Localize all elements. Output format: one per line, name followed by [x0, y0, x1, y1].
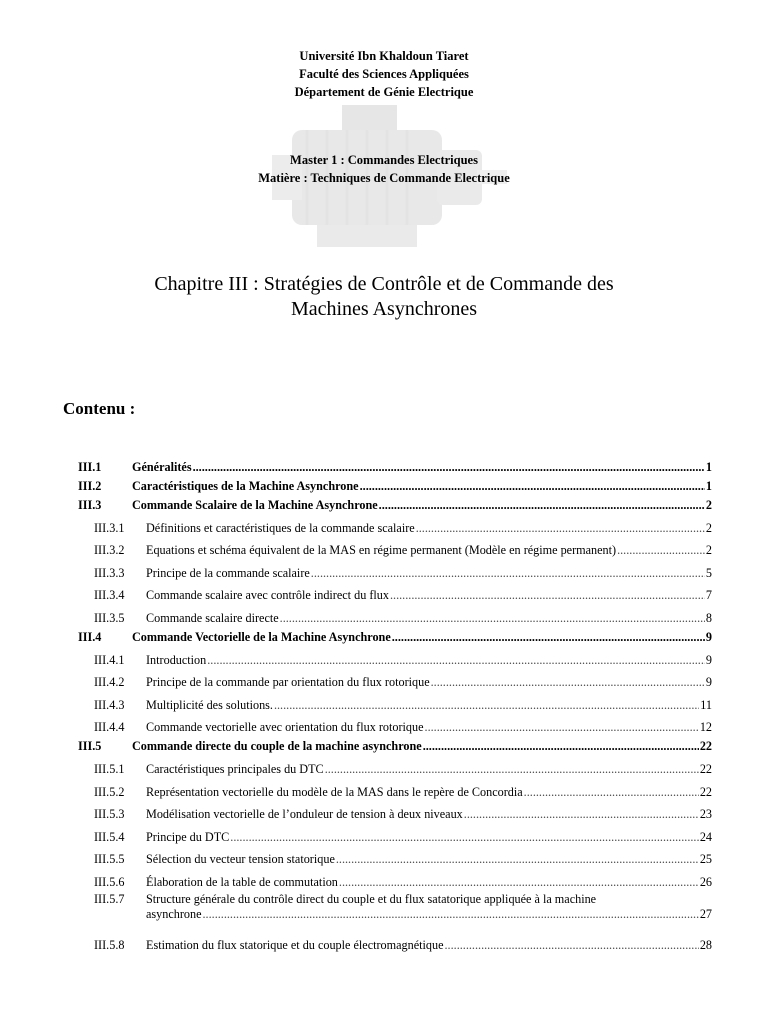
toc-number: III.5 — [78, 739, 102, 754]
faculty-name: Faculté des Sciences Appliquées — [299, 67, 469, 81]
toc-title: Equations et schéma équivalent de la MAS en régime permanent (Modèle en régime permanent) — [146, 543, 617, 558]
toc-page: 22 — [699, 761, 712, 776]
toc-subentry[interactable] — [78, 867, 712, 890]
toc-title: Principe de la commande par orientation du flux rotorique — [146, 675, 430, 690]
toc-number: III.3.5 — [94, 610, 125, 625]
dot-leader — [445, 938, 699, 953]
toc-subentry[interactable] — [78, 845, 712, 868]
dot-leader — [207, 653, 705, 668]
toc-subentry[interactable] — [78, 581, 712, 604]
toc-number: III.5.6 — [94, 874, 125, 889]
toc-subentry[interactable] — [78, 668, 712, 691]
toc-page: 11 — [700, 697, 712, 712]
toc-title: Commande Vectorielle de la Machine Asynchrone — [132, 629, 391, 644]
toc-title: Modélisation vectorielle de l’onduleur de tension à deux niveaux — [146, 807, 463, 822]
toc-title: Principe du DTC — [146, 829, 230, 844]
toc-page: 2 — [705, 543, 712, 558]
toc-subentry[interactable] — [78, 777, 712, 800]
toc-title: Commande scalaire avec contrôle indirect du flux — [146, 588, 389, 603]
toc-page: 26 — [699, 874, 712, 889]
toc-entry[interactable] — [78, 456, 712, 475]
chapter-title — [60, 272, 708, 322]
toc-page: 27 — [699, 906, 712, 921]
toc-title: Généralités — [132, 460, 192, 474]
toc-subentry[interactable] — [78, 930, 712, 953]
toc-number: III.3.2 — [94, 543, 125, 558]
toc-number: III.5.5 — [94, 852, 125, 867]
toc-page: 23 — [699, 807, 712, 822]
toc-page: 1 — [705, 479, 712, 493]
toc-title: Introduction — [146, 652, 207, 667]
dot-leader — [280, 611, 705, 626]
toc-title: Caractéristiques de la Machine Asynchrone — [132, 479, 359, 493]
toc-number: III.2 — [78, 479, 102, 493]
toc-title: Multiplicité des solutions. — [146, 697, 273, 712]
toc-entry[interactable] — [78, 735, 712, 754]
toc-number: III.4.1 — [94, 652, 125, 667]
chapter-title-line1: Chapitre III : Stratégies de Contrôle et de Commande des — [154, 273, 614, 295]
toc-page: 22 — [699, 739, 712, 754]
toc-number: III.4.4 — [94, 720, 125, 735]
toc-number: III.5.3 — [94, 807, 125, 822]
toc-page: 9 — [705, 652, 712, 667]
dot-leader — [311, 566, 705, 581]
toc-entry[interactable] — [78, 475, 712, 494]
toc-page: 9 — [705, 675, 712, 690]
dot-leader — [203, 907, 699, 922]
toc-title: Commande scalaire directe — [146, 610, 279, 625]
dot-leader — [360, 479, 705, 494]
university-name: Université Ibn Khaldoun Tiaret — [299, 49, 469, 63]
table-of-contents — [78, 456, 712, 953]
toc-entry[interactable] — [78, 626, 712, 645]
toc-number: III.5.7 — [94, 891, 125, 906]
toc-title: Commande Scalaire de la Machine Asynchrone — [132, 498, 378, 512]
dot-leader — [617, 543, 705, 558]
dot-leader — [416, 521, 705, 536]
toc-page: 5 — [705, 565, 712, 580]
toc-title: Commande vectorielle avec orientation du flux rotorique — [146, 720, 424, 735]
dot-leader — [274, 698, 699, 713]
toc-page: 2 — [705, 498, 712, 512]
toc-page: 2 — [705, 520, 712, 535]
toc-number: III.3.4 — [94, 588, 125, 603]
toc-page: 28 — [699, 937, 712, 952]
dot-leader — [230, 830, 699, 845]
toc-subentry[interactable] — [78, 754, 712, 777]
subject-name: Matière : Techniques de Commande Electrique — [258, 171, 510, 185]
toc-subentry[interactable] — [78, 645, 712, 668]
toc-title: Sélection du vecteur tension statorique — [146, 852, 335, 867]
toc-title: Structure générale du contrôle direct du couple et du flux satatorique appliquée à la machine — [146, 891, 597, 906]
document-header — [0, 47, 768, 187]
toc-subentry[interactable] — [78, 890, 712, 930]
dot-leader — [425, 720, 699, 735]
dot-leader — [423, 739, 699, 754]
toc-title: Estimation du flux statorique et du couple électromagnétique — [146, 937, 444, 952]
toc-page: 12 — [699, 720, 712, 735]
toc-number: III.5.1 — [94, 761, 125, 776]
dot-leader — [392, 630, 705, 645]
toc-number: III.5.2 — [94, 784, 125, 799]
dot-leader — [325, 762, 699, 777]
dot-leader — [339, 875, 699, 890]
master-program: Master 1 : Commandes Electriques — [290, 153, 478, 167]
toc-subentry[interactable] — [78, 800, 712, 823]
toc-page: 7 — [705, 588, 712, 603]
toc-title: Principe de la commande scalaire — [146, 565, 310, 580]
department-name: Département de Génie Electrique — [294, 85, 474, 99]
toc-title: Définitions et caractéristiques de la commande scalaire — [146, 520, 415, 535]
toc-page: 1 — [705, 460, 712, 474]
toc-subentry[interactable] — [78, 513, 712, 536]
toc-number: III.5.8 — [94, 937, 125, 952]
contents-heading: Contenu : — [63, 399, 136, 418]
toc-number: III.4 — [78, 629, 102, 644]
toc-subentry[interactable] — [78, 558, 712, 581]
toc-subentry[interactable] — [78, 603, 712, 626]
toc-number: III.3.1 — [94, 520, 125, 535]
toc-title: Représentation vectorielle du modèle de la MAS dans le repère de Concordia — [146, 784, 523, 799]
toc-title-continued: asynchrone — [146, 906, 202, 921]
toc-number: III.1 — [78, 460, 102, 474]
toc-page: 22 — [699, 784, 712, 799]
toc-subentry[interactable] — [78, 536, 712, 559]
toc-page: 25 — [699, 852, 712, 867]
toc-number: III.4.3 — [94, 697, 125, 712]
toc-number: III.3.3 — [94, 565, 125, 580]
dot-leader — [390, 588, 705, 603]
dot-leader — [193, 460, 705, 475]
toc-subentry[interactable] — [78, 690, 712, 713]
toc-entry[interactable] — [78, 494, 712, 513]
toc-subentry[interactable] — [78, 713, 712, 736]
dot-leader — [431, 675, 705, 690]
toc-title: Caractéristiques principales du DTC — [146, 761, 324, 776]
toc-page: 9 — [705, 629, 712, 644]
toc-page: 8 — [705, 610, 712, 625]
toc-page: 24 — [699, 829, 712, 844]
dot-leader — [379, 498, 705, 513]
toc-number: III.5.4 — [94, 829, 125, 844]
toc-title: Élaboration de la table de commutation — [146, 874, 338, 889]
toc-number: III.4.2 — [94, 675, 125, 690]
dot-leader — [464, 807, 699, 822]
dot-leader — [524, 785, 699, 800]
toc-subentry[interactable] — [78, 822, 712, 845]
toc-title: Commande directe du couple de la machine asynchrone — [132, 739, 422, 754]
toc-number: III.3 — [78, 498, 102, 512]
chapter-title-line2: Machines Asynchrones — [290, 298, 478, 320]
dot-leader — [336, 852, 699, 867]
